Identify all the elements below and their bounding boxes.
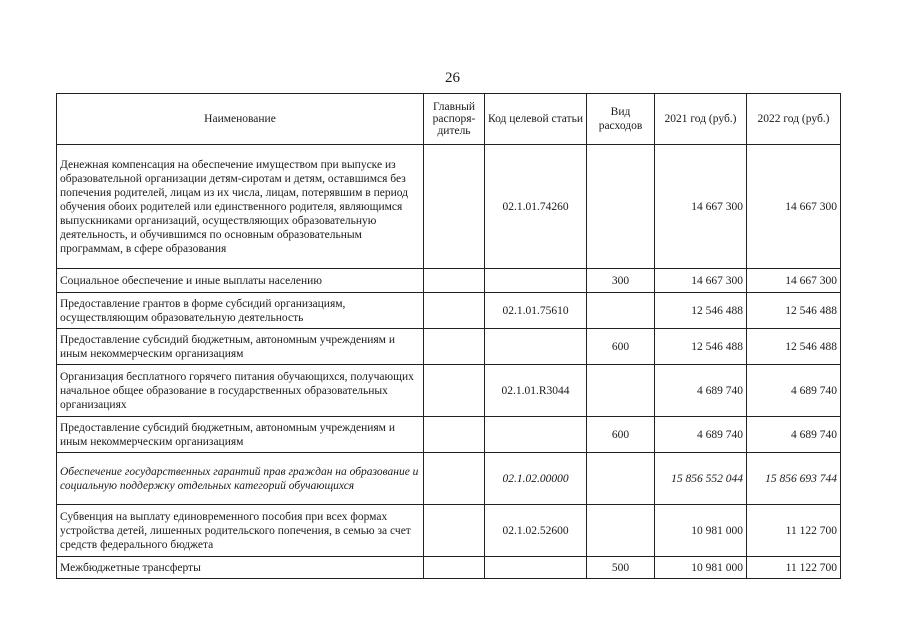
cell-code [485,329,587,365]
cell-name: Обеспечение государственных гарантий прав граждан на образование и социальную поддержку отдельных категорий обучающихся [57,453,424,505]
cell-kind: 300 [587,269,655,293]
cell-code: 02.1.02.52600 [485,505,587,557]
cell-name: Предоставление субсидий бюджетным, автономным учреждениям и иным некоммерческим организациям [57,329,424,365]
table-row [57,293,841,329]
header-name: Наименование [57,94,424,145]
cell-admin [424,365,485,417]
cell-name: Организация бесплатного горячего питания обучающихся, получающих начальное общее образование в государственных образовательных организациях [57,365,424,417]
cell-2021: 14 667 300 [655,269,747,293]
table-row [57,145,841,269]
cell-admin [424,417,485,453]
cell-admin [424,293,485,329]
cell-2021: 15 856 552 044 [655,453,747,505]
cell-2021: 10 981 000 [655,505,747,557]
cell-2022: 12 546 488 [747,329,841,365]
cell-kind [587,505,655,557]
cell-2022: 4 689 740 [747,417,841,453]
cell-name: Социальное обеспечение и иные выплаты населению [57,269,424,293]
table-row [57,417,841,453]
table-header-row [57,94,841,145]
table-row [57,557,841,579]
cell-kind [587,293,655,329]
cell-code: 02.1.02.00000 [485,453,587,505]
cell-admin [424,269,485,293]
cell-2022: 14 667 300 [747,269,841,293]
cell-2022: 11 122 700 [747,505,841,557]
cell-kind: 500 [587,557,655,579]
cell-kind: 600 [587,417,655,453]
cell-code [485,269,587,293]
cell-2022: 11 122 700 [747,557,841,579]
cell-name: Субвенция на выплату единовременного пособия при всех формах устройства детей, лишенных родительского попечения, в семью за счет средств федерального бюджета [57,505,424,557]
cell-code: 02.1.01.75610 [485,293,587,329]
cell-2021: 12 546 488 [655,329,747,365]
cell-2022: 4 689 740 [747,365,841,417]
header-admin: Главный распоря-дитель [424,94,485,145]
cell-2022: 15 856 693 744 [747,453,841,505]
cell-2022: 14 667 300 [747,145,841,269]
cell-name: Предоставление грантов в форме субсидий организациям, осуществляющим образовательную деятельность [57,293,424,329]
table-body [57,145,841,579]
cell-code: 02.1.01.R3044 [485,365,587,417]
cell-2021: 4 689 740 [655,365,747,417]
cell-code [485,417,587,453]
cell-kind [587,365,655,417]
cell-2021: 4 689 740 [655,417,747,453]
page-number: 26 [445,70,460,86]
cell-kind [587,145,655,269]
header-kind: Вид расходов [587,94,655,145]
cell-admin [424,145,485,269]
cell-2022: 12 546 488 [747,293,841,329]
cell-code [485,557,587,579]
cell-2021: 12 546 488 [655,293,747,329]
table-row [57,453,841,505]
cell-admin [424,557,485,579]
header-code: Код целевой статьи [485,94,587,145]
cell-admin [424,453,485,505]
table-row [57,329,841,365]
cell-admin [424,329,485,365]
header-2022: 2022 год (руб.) [747,94,841,145]
cell-2021: 14 667 300 [655,145,747,269]
cell-name: Денежная компенсация на обеспечение имуществом при выпуске из образовательной организации детям-сиротам и детям, оставшимся без попечения родителей, лицам из их числа, лицам, потерявшим в период обучения обоих родителей или единственного родителя, являющимся выпускниками организаций, осуществляющих образовательную деятельность, и обучившимся по основным образовательным программам, в сфере образования [57,145,424,269]
budget-table [56,93,841,579]
cell-name: Межбюджетные трансферты [57,557,424,579]
cell-kind [587,453,655,505]
cell-2021: 10 981 000 [655,557,747,579]
cell-code: 02.1.01.74260 [485,145,587,269]
cell-admin [424,505,485,557]
cell-kind: 600 [587,329,655,365]
header-2021: 2021 год (руб.) [655,94,747,145]
table-row [57,505,841,557]
cell-name: Предоставление субсидий бюджетным, автономным учреждениям и иным некоммерческим организациям [57,417,424,453]
table-row [57,365,841,417]
table-row [57,269,841,293]
